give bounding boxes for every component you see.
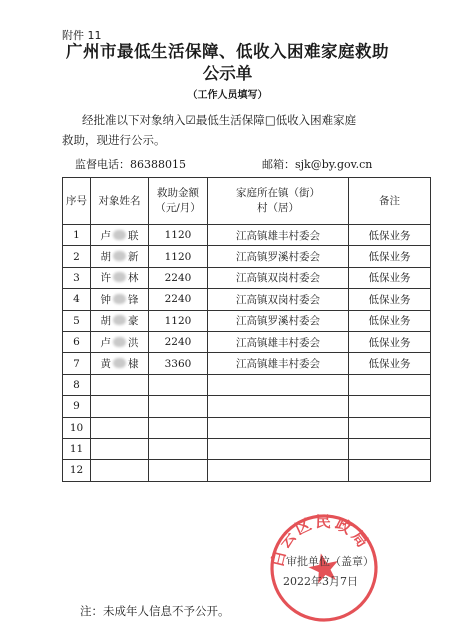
cell-name — [91, 438, 149, 459]
cell-amount: 1120 — [149, 246, 208, 267]
cell-seq: 2 — [63, 246, 91, 267]
cell-amount — [149, 460, 208, 481]
cell-amount: 2240 — [149, 289, 208, 310]
table-row — [63, 353, 431, 374]
cell-remark: 低保业务 — [349, 331, 431, 352]
name-first: 黄 — [100, 358, 111, 371]
cell-amount — [149, 417, 208, 438]
cell-address: 江高镇双岗村委会 — [208, 267, 349, 288]
approval-unit: 审批单位（盖章） — [286, 555, 374, 568]
table-header-row — [63, 178, 431, 225]
cell-remark: 低保业务 — [349, 246, 431, 267]
table-row — [63, 374, 431, 395]
supervision-phone: 监督电话：86388015 — [75, 158, 186, 171]
cell-address: 江高镇双岗村委会 — [208, 289, 349, 310]
cell-seq: 10 — [63, 417, 91, 438]
cell-remark: 低保业务 — [349, 353, 431, 374]
intro-text-2: 最低生活保障 — [195, 113, 265, 127]
cell-seq: 11 — [63, 438, 91, 459]
cell-name — [91, 374, 149, 395]
cell-name — [91, 225, 149, 246]
intro-text-1: 经批准以下对象纳入 — [82, 113, 186, 127]
cell-name — [91, 353, 149, 374]
cell-remark — [349, 460, 431, 481]
table-row — [63, 417, 431, 438]
header-amount-line2: （元/月） — [155, 202, 201, 214]
cell-remark: 低保业务 — [349, 225, 431, 246]
table-row — [63, 225, 431, 246]
cell-seq: 12 — [63, 460, 91, 481]
cell-amount: 2240 — [149, 267, 208, 288]
header-address-line2: 村（居） — [257, 202, 299, 214]
header-address-line1: 家庭所在镇（街） — [236, 187, 320, 199]
cell-seq: 6 — [63, 331, 91, 352]
cell-name — [91, 396, 149, 417]
document-title: 广州市最低生活保障、低收入困难家庭救助 — [66, 42, 389, 61]
redacted-mark — [113, 230, 126, 240]
table-row — [63, 331, 431, 352]
checkbox-minimum-living: ☑ — [185, 113, 196, 127]
cell-amount: 1120 — [149, 225, 208, 246]
table-row — [63, 246, 431, 267]
redacted-mark — [113, 358, 126, 368]
cell-address — [208, 396, 349, 417]
cell-amount: 2240 — [149, 331, 208, 352]
cell-remark — [349, 374, 431, 395]
cell-remark — [349, 396, 431, 417]
cell-address — [208, 374, 349, 395]
intro-text-3: 低收入困难家庭 — [275, 113, 357, 127]
name-first: 胡 — [100, 315, 111, 328]
attachment-label: 附件 11 — [62, 29, 102, 42]
header-amount — [149, 178, 208, 225]
name-last: 联 — [128, 229, 139, 242]
intro-paragraph-line2: 救助，现进行公示。 — [62, 133, 166, 147]
cell-remark: 低保业务 — [349, 289, 431, 310]
document-title-line2: 公示单 — [202, 64, 253, 83]
cell-name — [91, 246, 149, 267]
redacted-mark — [113, 315, 126, 325]
name-last: 棣 — [128, 358, 139, 371]
name-first: 卢 — [100, 336, 111, 349]
cell-seq: 3 — [63, 267, 91, 288]
name-last: 洪 — [128, 336, 139, 349]
cell-name — [91, 289, 149, 310]
cell-address — [208, 417, 349, 438]
cell-name — [91, 331, 149, 352]
cell-amount: 1120 — [149, 310, 208, 331]
table-row — [63, 438, 431, 459]
name-first: 卢 — [100, 229, 111, 242]
name-first: 许 — [100, 272, 111, 285]
cell-address: 江高镇雄丰村委会 — [208, 331, 349, 352]
cell-name — [91, 267, 149, 288]
footnote: 注：未成年人信息不予公开。 — [80, 604, 230, 618]
name-last: 锋 — [128, 293, 139, 306]
cell-amount: 3360 — [149, 353, 208, 374]
table-row — [63, 267, 431, 288]
cell-address: 江高镇罗溪村委会 — [208, 310, 349, 331]
table-row — [63, 460, 431, 481]
cell-seq: 9 — [63, 396, 91, 417]
table-row — [63, 396, 431, 417]
redacted-mark — [113, 272, 126, 282]
name-last: 新 — [128, 251, 139, 264]
recipients-table — [62, 177, 431, 482]
intro-paragraph — [82, 112, 356, 128]
seal-text: 白云区民政局 — [268, 512, 374, 569]
checkbox-low-income: □ — [264, 113, 276, 127]
cell-amount — [149, 438, 208, 459]
redacted-mark — [113, 294, 126, 304]
cell-name — [91, 460, 149, 481]
cell-seq: 8 — [63, 374, 91, 395]
cell-remark — [349, 417, 431, 438]
header-amount-line1: 救助金额 — [157, 187, 199, 199]
approval-date: 2022年3月7日 — [283, 575, 358, 588]
name-last: 豪 — [128, 315, 139, 328]
name-first: 胡 — [100, 251, 111, 264]
header-seq: 序号 — [63, 178, 91, 225]
staff-note: （工作人员填写） — [187, 90, 268, 101]
contact-email: 邮箱：sjk@by.gov.cn — [262, 158, 373, 171]
cell-address: 江高镇雄丰村委会 — [208, 225, 349, 246]
redacted-mark — [113, 337, 126, 347]
cell-name — [91, 417, 149, 438]
cell-address — [208, 460, 349, 481]
header-name: 对象姓名 — [91, 178, 149, 225]
cell-seq: 5 — [63, 310, 91, 331]
cell-address: 江高镇罗溪村委会 — [208, 246, 349, 267]
cell-seq: 4 — [63, 289, 91, 310]
header-remark: 备注 — [349, 178, 431, 225]
cell-address — [208, 438, 349, 459]
cell-address: 江高镇雄丰村委会 — [208, 353, 349, 374]
cell-remark: 低保业务 — [349, 310, 431, 331]
cell-name — [91, 310, 149, 331]
cell-seq: 7 — [63, 353, 91, 374]
name-first: 钟 — [100, 293, 111, 306]
redacted-mark — [113, 251, 126, 261]
header-address — [208, 178, 349, 225]
cell-seq: 1 — [63, 225, 91, 246]
table-row — [63, 310, 431, 331]
name-last: 林 — [128, 272, 139, 285]
cell-amount — [149, 374, 208, 395]
cell-remark: 低保业务 — [349, 267, 431, 288]
table-row — [63, 289, 431, 310]
cell-amount — [149, 396, 208, 417]
cell-remark — [349, 438, 431, 459]
